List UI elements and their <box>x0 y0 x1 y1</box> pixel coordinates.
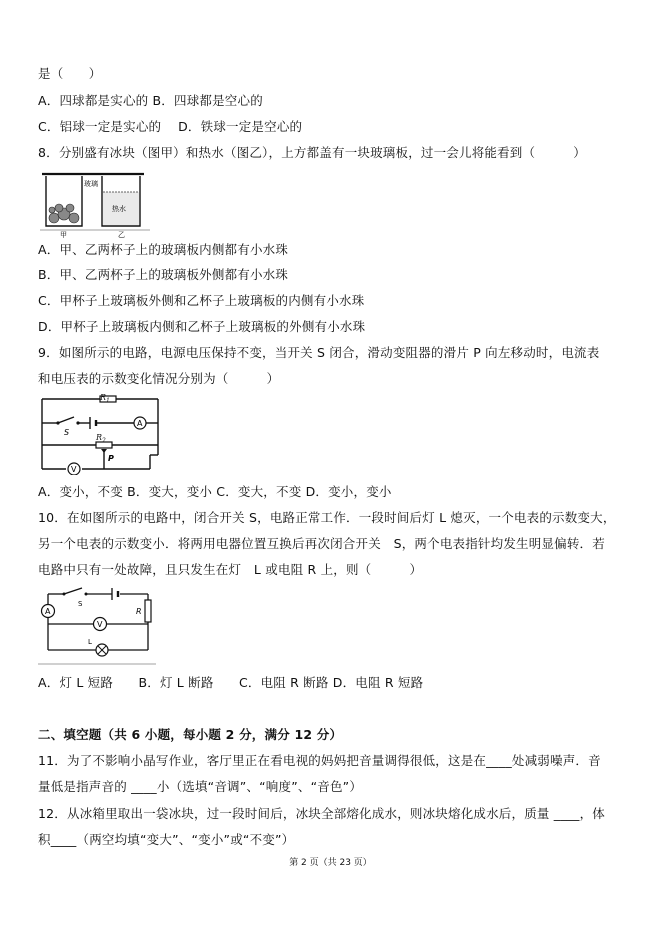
section-heading: 二、填空题（共 6 小题，每小题 2 分，满分 12 分） <box>38 727 343 742</box>
resistor-label: R <box>136 607 142 616</box>
option-line: A．甲、乙两杯子上的玻璃板内侧都有小水珠 <box>38 242 289 257</box>
option-line: A．四球都是实心的 B．四球都是空心的 <box>38 93 263 108</box>
lamp-label: L <box>88 638 92 646</box>
question-8: 8．分别盛有冰块（图甲）和热水（图乙），上方都盖有一块玻璃板，过一会儿将能看到（ ） <box>38 145 587 160</box>
cup-label-jia: 甲 <box>60 231 67 238</box>
option-line: D．甲杯子上玻璃板内侧和乙杯子上玻璃板的外侧有小水珠 <box>38 319 366 334</box>
voltmeter-label: V <box>71 465 77 474</box>
figure-10-circuit <box>38 584 156 666</box>
question-9: 9．如图所示的电路，电源电压保持不变，当开关 S 闭合，滑动变阻器的滑片 P 向左移动时，电流表 <box>38 345 600 360</box>
r1-label: $R_1$ <box>100 393 110 405</box>
option-line: C．甲杯子上玻璃板外侧和乙杯子上玻璃板的内侧有小水珠 <box>38 293 365 308</box>
hot-water-label: 热水 <box>112 205 126 213</box>
cup-label-yi: 乙 <box>118 231 125 238</box>
option-line: C．铝球一定是实心的 D．铁球一定是空心的 <box>38 119 303 134</box>
text-line: 量低是指声音的 ____小（选填“音调”、“响度”、“音色”） <box>38 779 363 794</box>
question-10: 10．在如图所示的电路中，闭合开关 S，电路正常工作．一段时间后灯 L 熄灭，一个电表的示数变大， <box>38 510 616 525</box>
text-line: 另一个电表的示数变小．将两用电器位置互换后再次闭合开关 S，两个电表指针均发生明显偏转．若 <box>38 536 605 551</box>
text-line: 是（ ） <box>38 66 102 81</box>
switch-label: S <box>78 600 83 608</box>
ammeter-label: A <box>137 419 143 428</box>
option-line: A．变小，不变 B．变大，变小 C．变大，不变 D．变小，变小 <box>38 484 392 499</box>
switch-label: S <box>64 428 70 437</box>
question-12: 12．从冰箱里取出一袋冰块，过一段时间后，冰块全部熔化成水，则冰块熔化成水后，质量 ____，体 <box>38 806 605 821</box>
text-line: 电路中只有一处故障，且只发生在灯 L 或电阻 R 上，则（ ） <box>38 562 423 577</box>
text-line: 和电压表的示数变化情况分别为（ ） <box>38 371 280 386</box>
ammeter-label: A <box>45 607 51 616</box>
voltmeter-label: V <box>97 620 103 629</box>
figure-8-cups <box>40 168 150 238</box>
option-line: B．甲、乙两杯子上的玻璃板外侧都有小水珠 <box>38 267 289 282</box>
glass-label: 玻璃 <box>84 180 98 188</box>
text-line: 积____（两空均填“变大”、“变小”或“不变”） <box>38 832 295 847</box>
slider-label: P <box>108 454 114 463</box>
page-footer: 第 2 页（共 23 页） <box>289 858 372 868</box>
option-line: A．灯 L 短路 B．灯 L 断路 C．电阻 R 断路 D．电阻 R 短路 <box>38 675 424 690</box>
question-11: 11．为了不影响小晶写作业，客厅里正在看电视的妈妈把音量调得很低，这是在____处减弱噪声．音 <box>38 753 601 768</box>
r2-label: $R_2$ <box>96 433 106 445</box>
